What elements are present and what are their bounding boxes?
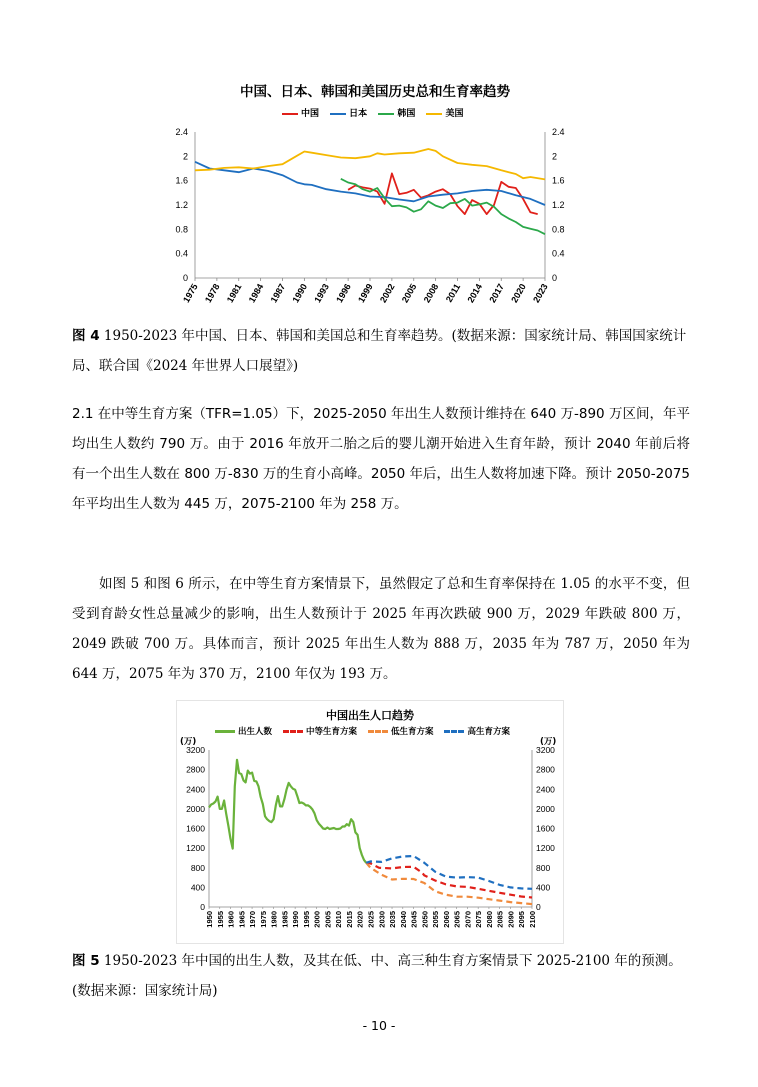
chart1-legend [282,106,471,119]
chart2-ytick-left: 3200 [186,745,205,755]
chart2-ytick-left: 1600 [186,823,205,834]
chart2-xtick-label: 2085 [495,911,505,928]
chart2-series-high [366,856,532,889]
chart1-xtick-label: 2008 [421,282,441,305]
legend-low-label: 低生育方案 [390,727,434,737]
legend-korea-label: 韩国 [397,109,416,119]
page-number: - 10 - [362,1018,396,1033]
legend-mid-label: 中等生育方案 [305,727,357,737]
legend-mid [283,725,357,737]
legend-japan-label: 日本 [349,109,368,119]
chart2-xtick-label: 2070 [463,911,473,928]
legend-high-swatch [444,730,464,733]
chart2-xtick-label: 2030 [377,911,387,928]
legend-japan-swatch [330,113,346,115]
legend-china [282,106,319,119]
chart1-ytick-left: 1.6 [175,175,188,186]
chart1-ytick-right: 0.4 [552,248,565,259]
chart2-unit-left: (万) [180,737,197,747]
chart2-ytick-right: 2400 [536,784,555,795]
chart1-xtick-label: 2011 [443,282,463,304]
chart2-ytick-right: 800 [536,862,551,873]
chart2-svg [176,742,564,942]
chart2-ytick-right: 2000 [536,803,555,814]
chart2-xtick-label: 1985 [280,911,290,928]
chart1-xtick-label: 1999 [356,282,375,305]
chart2-xtick-label: 2040 [398,911,408,928]
chart2-ytick-left: 2800 [186,764,205,775]
chart2-ytick-left: 800 [190,862,205,873]
chart1-title: 中国、日本、韩国和美国历史总和生育率趋势 [240,84,510,100]
legend-korea-swatch [378,113,394,115]
chart1-xtick-label: 1987 [268,282,288,305]
chart2-unit-right: (万) [540,737,557,747]
chart2-series-low [366,863,532,904]
legend-usa-label: 美国 [445,109,464,119]
chart1-ytick-right: 2 [552,151,558,162]
legend-korea [378,106,415,119]
legend-actual [215,725,272,737]
chart2-xtick-label: 1980 [269,911,279,928]
chart1-series-usa [195,149,545,179]
body-paragraph-text: 如图 5 和图 6 所示，在中等生育方案情景下，虽然假定了总和生育率保持在 1.05 的水平不变，但受到育龄女性总量减少的影响，出生人数预计于 2025 年再次跌破 900 万，2029 年跌破 800 万，2049 跌破 700 万。具体而言，预计 2025 年出生人数为 888 万，2035 年为 787 万，2050 年为 644 万，2075 年为 370 万，2100 年仅为 193 万。 [72,576,690,682]
chart2-xtick-label: 1955 [215,911,225,928]
chart1-xtick-label: 1984 [246,282,266,305]
chart2-xtick-label: 2060 [441,911,451,928]
legend-high-label: 高生育方案 [467,727,510,737]
chart2-ytick-left: 2000 [186,803,205,814]
chart2-series-actual [209,760,366,863]
chart2-xtick-label: 1990 [291,911,301,928]
chart1-xtick-label: 1975 [181,282,200,305]
chart2-xtick-label: 2015 [344,911,354,928]
chart2-ytick-right: 0 [536,902,541,912]
chart1-svg [150,120,600,320]
legend-mid-swatch [283,730,303,733]
chart2-ytick-right: 2800 [536,764,555,775]
fig5-caption [72,946,692,1006]
fig4-caption [72,321,692,381]
chart2-ytick-left: 400 [190,882,205,893]
fig5-text: 1950-2023 年中国的出生人数，及其在低、中、高三种生育方案情景下 2025-2100 年的预测。(数据来源：国家统计局) [72,953,682,999]
legend-japan [330,106,367,119]
chart2-xtick-label: 2005 [323,911,333,928]
chart2-legend [215,725,518,737]
chart1-xtick-label: 2002 [377,282,397,305]
legend-china-label: 中国 [301,109,320,119]
chart1-xtick-label: 2005 [399,282,419,305]
chart2-ytick-left: 2400 [186,784,205,795]
chart1-xtick-label: 1978 [202,282,222,305]
legend-low-swatch [368,730,388,733]
chart1-ytick-left: 0.4 [175,248,188,259]
chart2-xtick-label: 2075 [474,911,484,928]
chart1-ytick-left: 0 [182,273,188,283]
chart2-ytick-right: 1600 [536,823,555,834]
chart2-xtick-label: 2090 [506,911,516,928]
body-paragraph [72,569,690,689]
chart2-xtick-label: 1965 [237,911,247,928]
chart1-xtick-label: 1996 [334,282,353,305]
chart2-xtick-label: 1975 [258,911,268,928]
chart1-xtick-label: 2023 [531,282,550,305]
chart2-xtick-label: 2045 [409,911,419,928]
chart2-xtick-label: 1950 [205,911,214,928]
chart1-ytick-right: 2.4 [552,127,565,137]
chart1-xtick-label: 2014 [465,282,485,305]
chart2-xtick-label: 2025 [366,911,376,928]
chart2-xtick-label: 2065 [452,911,462,928]
legend-usa-swatch [426,113,442,115]
legend-actual-swatch [215,730,235,733]
chart1-ytick-left: 1.2 [175,200,188,210]
fig4-text: 1950-2023 年中国、日本、韩国和美国总和生育率趋势。(数据来源：国家统计局、韩国国家统计局、联合国《2024 年世界人口展望》) [72,328,687,374]
chart1-ytick-right: 1.2 [552,200,565,210]
legend-china-swatch [282,113,298,115]
chart2-ytick-right: 1200 [536,843,555,854]
chart2-xtick-label: 2080 [484,911,494,928]
chart1-ytick-right: 0 [552,273,558,283]
chart1-xtick-label: 2017 [487,282,506,305]
legend-high [444,725,510,737]
section-2-1 [72,399,690,519]
chart2-ytick-left: 0 [200,902,205,912]
chart2-xtick-label: 2000 [312,911,322,928]
chart2-xtick-label: 2050 [420,911,430,928]
chart2-title: 中国出生人口趋势 [326,709,414,722]
chart1-ytick-left: 2 [182,151,188,162]
chart2-xtick-label: 1970 [248,911,258,928]
chart2-ytick-left: 1200 [186,843,205,854]
legend-usa [426,106,463,119]
chart2-xtick-label: 1995 [301,911,311,928]
fig4-label: 图 4 [72,328,100,344]
chart2-xtick-label: 1960 [226,911,236,928]
chart1-ytick-right: 1.6 [552,175,565,186]
chart2-xtick-label: 2035 [388,911,398,928]
chart2-xtick-label: 2055 [431,911,441,928]
section-2-1-text: 2.1 在中等生育方案（TFR=1.05）下，2025-2050 年出生人数预计维持在 640 万-890 万区间，年平均出生人数约 790 万。由于 2016 年放开二胎之后的婴儿潮开始进入生育年龄，预计 2040 年前后将有一个出生人数在 800 万-830 万的生育小高峰。2050 年后，出生人数将加速下降。预计 2050-2075 年平均出生人数为 445 万，2075-2100 年为 258 万。 [72,406,690,512]
chart2-ytick-right: 3200 [536,745,555,755]
chart2-ytick-right: 400 [536,882,551,893]
legend-low [368,725,434,737]
chart1-ytick-left: 0.8 [175,224,188,235]
chart1-xtick-label: 1993 [312,282,331,305]
chart2-xtick-label: 2020 [355,911,365,928]
chart2-xtick-label: 2095 [517,911,527,928]
chart1-xtick-label: 1990 [290,282,310,305]
legend-actual-label: 出生人数 [238,727,273,737]
chart2-xtick-label: 2010 [334,911,344,928]
chart1-ytick-left: 2.4 [175,127,188,137]
chart1-xtick-label: 1981 [224,282,244,305]
fig5-label: 图 5 [72,953,100,969]
chart1-ytick-right: 0.8 [552,224,565,235]
chart1-xtick-label: 2020 [509,282,528,305]
chart2-xtick-label: 2100 [528,911,537,928]
